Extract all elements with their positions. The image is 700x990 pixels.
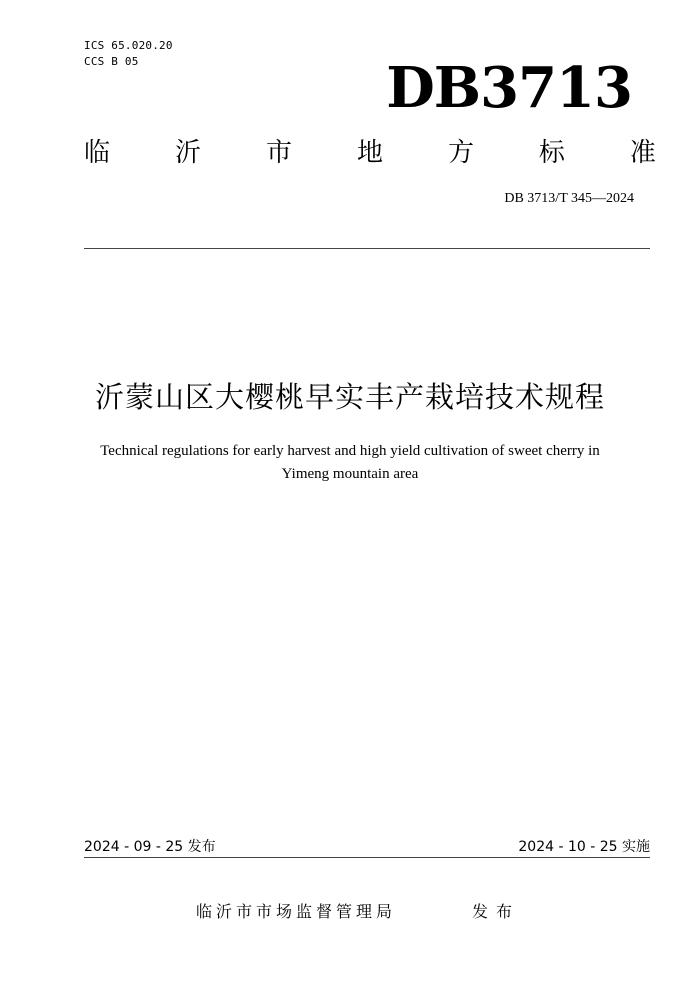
category-char: 地 (356, 138, 383, 168)
implement-date: 2024 - 10 - 25 实施 (518, 839, 650, 855)
document-title-chinese: 沂蒙山区大樱桃早实丰产栽培技术规程 (94, 380, 605, 414)
classification-codes (84, 38, 173, 70)
category-char: 准 (629, 138, 656, 168)
category-char: 市 (265, 138, 292, 168)
issuing-authority: 临沂市市场监督管理局 (196, 902, 397, 921)
category-char: 标 (538, 138, 565, 168)
footer-divider (84, 857, 650, 858)
ics-code: ICS 65.020.20 (84, 39, 173, 52)
issue-label: 发布 (472, 902, 521, 921)
standard-logo: DB3713 (386, 55, 632, 121)
category-char: 临 (84, 138, 111, 168)
title-english-line: Yimeng mountain area (281, 466, 419, 482)
document-title-english (70, 440, 630, 486)
standard-number: DB 3713/T 345—2024 (504, 191, 634, 206)
category-char: 沂 (174, 138, 201, 168)
header-divider (84, 248, 650, 249)
ccs-code: CCS B 05 (84, 55, 139, 68)
publish-date: 2024 - 09 - 25 发布 (84, 839, 216, 855)
standard-category (84, 136, 656, 170)
category-char: 方 (447, 138, 474, 168)
title-english-line: Technical regulations for early harvest and high yield cultivation of sweet cherry in (100, 443, 600, 459)
